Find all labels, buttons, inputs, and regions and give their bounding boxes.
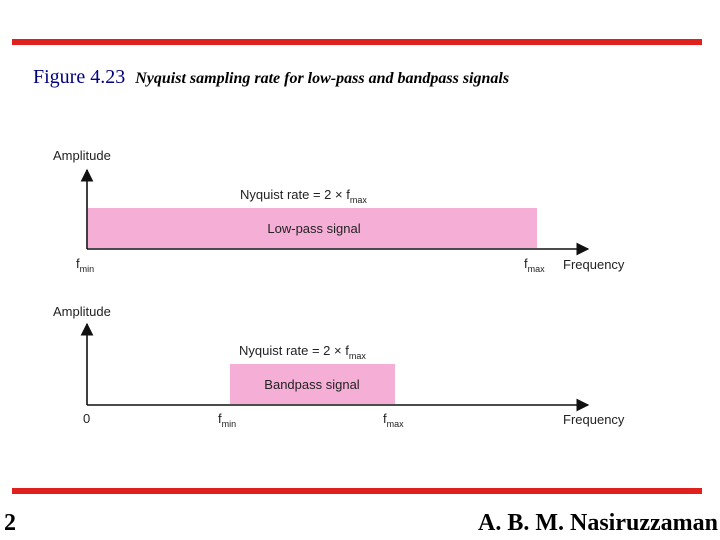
lowpass-x-axis-label: Frequency xyxy=(563,257,625,272)
bandpass-fmin-tick: $f_{min}$ xyxy=(218,411,237,429)
bandpass-y-axis-label: Amplitude xyxy=(53,304,111,319)
figure-label: Figure 4.23 xyxy=(33,66,126,88)
bandpass-diagram xyxy=(53,304,625,429)
lowpass-rate-label: Nyquist rate = $2 \times f_{max}$ xyxy=(240,187,367,205)
lowpass-y-axis-label: Amplitude xyxy=(53,148,111,163)
lowpass-fmin-tick: $f_{min}$ xyxy=(76,256,95,274)
lowpass-band-label: Low-pass signal xyxy=(267,221,361,236)
bandpass-band-label: Bandpass signal xyxy=(264,377,360,392)
lowpass-fmax-tick: $f_{max}$ xyxy=(524,256,545,274)
bottom-rule xyxy=(12,488,702,494)
bandpass-fmax-tick: $f_{max}$ xyxy=(383,411,404,429)
bandpass-origin-tick: 0 xyxy=(83,411,91,426)
author-name: A. B. M. Nasiruzzaman xyxy=(478,510,718,536)
bandpass-rate-label: Nyquist rate = $2 \times f_{max}$ xyxy=(239,343,366,361)
page-number: 2 xyxy=(4,510,16,536)
figure-title: Nyquist sampling rate for low-pass and bandpass signals xyxy=(135,70,510,87)
bandpass-x-axis-label: Frequency xyxy=(563,412,625,427)
lowpass-diagram xyxy=(53,148,625,274)
